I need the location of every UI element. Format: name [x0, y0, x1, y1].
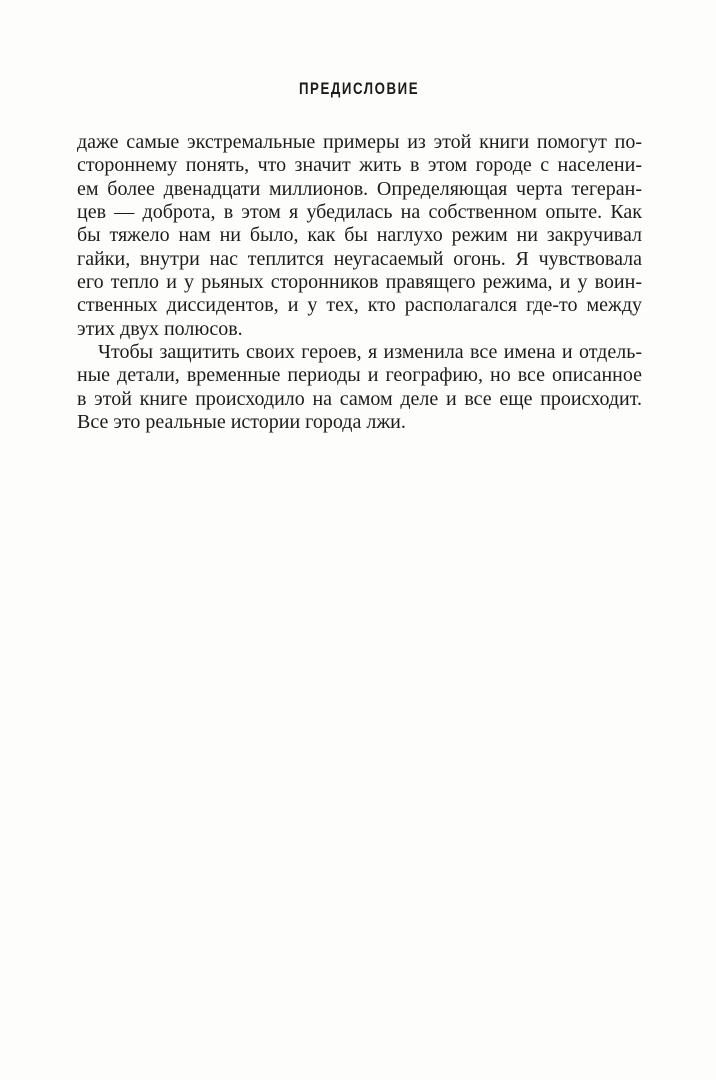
text-line: ные детали, временные периоды и географию, но все описанное [77, 364, 642, 387]
text-line: его тепло и у рьяных сторонников правящего режима, и у воин- [77, 271, 642, 294]
text-line: Чтобы защитить своих героев, я изменила все имена и отдель- [98, 341, 642, 364]
text-line: бы тяжело нам ни было, как бы наглухо режим ни закручивал [77, 224, 642, 247]
text-line: в этой книге происходило на самом деле и все еще происходит. [77, 387, 642, 410]
text-line: гайки, внутри нас теплится неугасаемый огонь. Я чувствовала [77, 247, 642, 270]
text-line: Все это реальные истории города лжи. [77, 411, 406, 434]
chapter-heading-text: ПРЕДИСЛОВИЕ [298, 79, 420, 98]
text-line: ем более двенадцати миллионов. Определяющая черта тегеран- [77, 177, 642, 200]
text-line: ственных диссидентов, и у тех, кто располагался где-то между [77, 294, 642, 317]
body-text [77, 131, 642, 434]
text-line: даже самые экстремальные примеры из этой книги помогут по- [77, 131, 642, 153]
text-line: цев — доброта, в этом я убедилась на собственном опыте. Как [77, 201, 642, 224]
chapter-heading [76, 79, 642, 99]
text-line: стороннему понять, что значит жить в этом городе с населени- [77, 154, 642, 177]
text-line: этих двух полюсов. [77, 317, 243, 340]
